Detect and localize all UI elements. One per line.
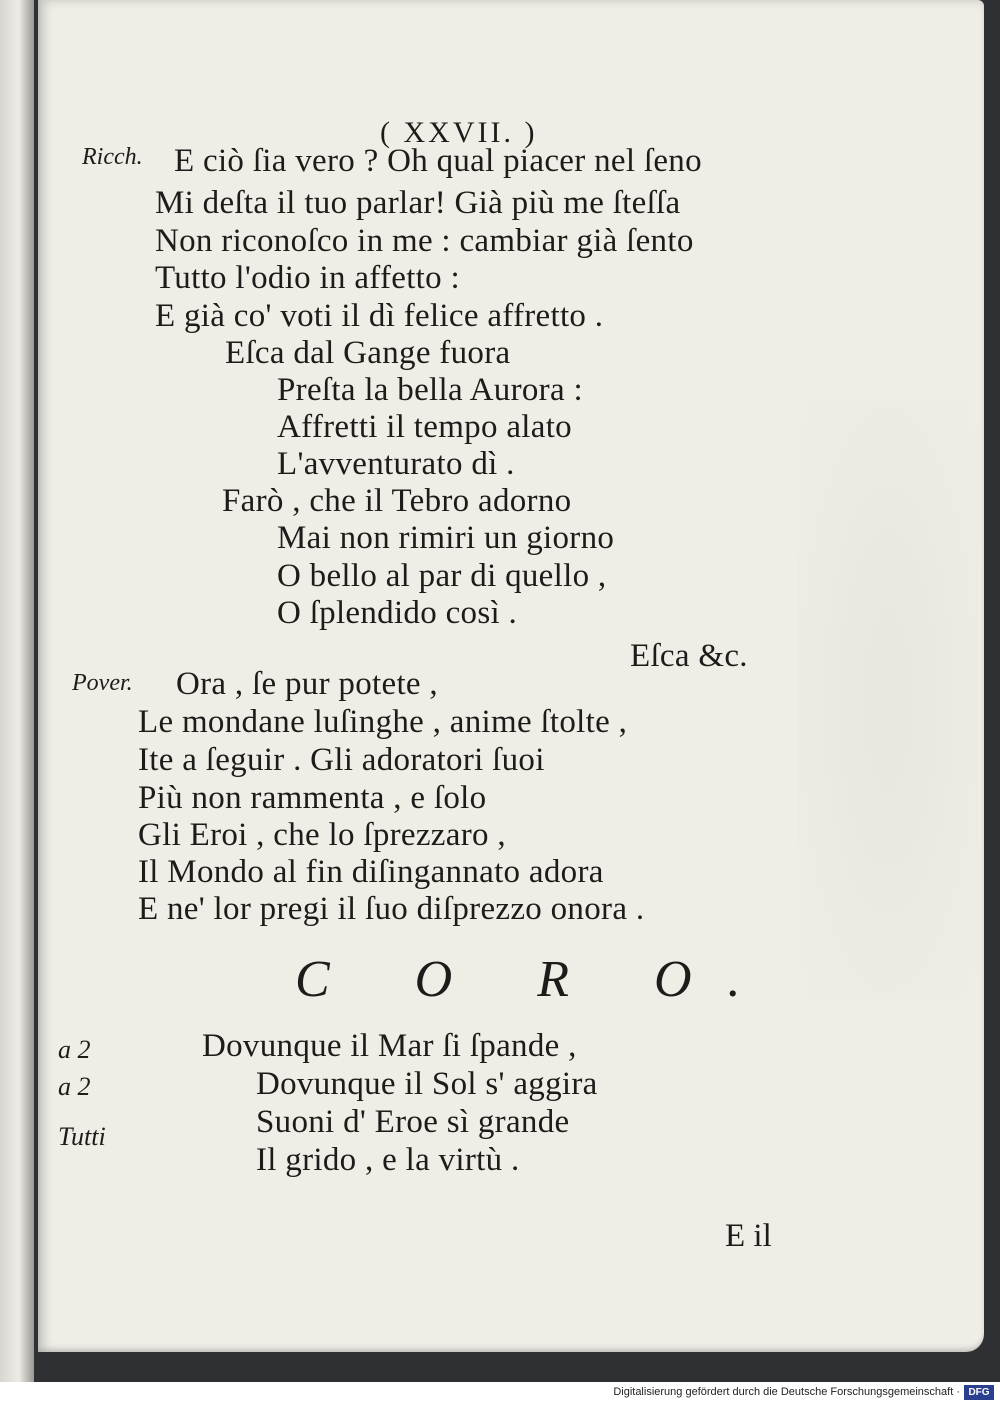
aria-line: Mai non rimiri un giorno bbox=[277, 520, 615, 556]
chorus-line: Il grido , e la virtù . bbox=[256, 1142, 520, 1178]
dfg-logo: DFG bbox=[964, 1385, 994, 1400]
verse-line: Gli Eroi , che lo ſprezzaro , bbox=[138, 817, 506, 853]
funding-credit: Digitalisierung gefördert durch die Deutsche Forschungsgemeinschaft · bbox=[613, 1386, 960, 1398]
chorus-line: Dovunque il Sol s' aggira bbox=[256, 1066, 598, 1102]
aria-line: Affretti il tempo alato bbox=[277, 409, 572, 445]
verse-line: Ora , ſe pur potete , bbox=[176, 666, 438, 702]
da-capo: Eſca &c. bbox=[630, 638, 748, 674]
verse-line: E ciò ſia vero ? Oh qual piacer nel ſeno bbox=[174, 143, 702, 179]
speaker-ricch: Ricch. bbox=[82, 144, 143, 170]
show-through bbox=[798, 400, 978, 1000]
voice-marker: Tutti bbox=[58, 1122, 106, 1151]
aria-line: L'avventurato dì . bbox=[277, 446, 515, 482]
verse-line: Il Mondo al fin diſingannato adora bbox=[138, 854, 604, 890]
voice-marker: a 2 bbox=[58, 1072, 91, 1101]
verse-line: Mi deſta il tuo parlar! Già più me ſteſſa bbox=[155, 185, 681, 221]
verse-line: E ne' lor pregi il ſuo diſprezzo onora . bbox=[138, 891, 645, 927]
verse-line: Le mondane luſinghe , anime ſtolte , bbox=[138, 704, 628, 740]
chorus-line: Suoni d' Eroe sì grande bbox=[256, 1104, 570, 1140]
verse-line: Ite a ſeguir . Gli adoratori ſuoi bbox=[138, 742, 545, 778]
voice-marker: a 2 bbox=[58, 1035, 91, 1064]
verse-line: E già co' voti il dì felice affretto . bbox=[155, 298, 604, 334]
aria-line: O ſplendido così . bbox=[277, 595, 518, 631]
verse-line: Non riconoſco in me : cambiar già ſento bbox=[155, 223, 694, 259]
aria-line: Eſca dal Gange fuora bbox=[225, 335, 511, 371]
chorus-line: Dovunque il Mar ſi ſpande , bbox=[202, 1028, 577, 1064]
speaker-pover: Pover. bbox=[72, 670, 133, 696]
chorus-heading: C O R O. bbox=[295, 951, 777, 1008]
aria-line: Preſta la bella Aurora : bbox=[277, 372, 583, 408]
verse-line: Più non rammenta , e ſolo bbox=[138, 780, 487, 816]
page-header: ( XXVII. ) bbox=[380, 116, 538, 149]
left-page-edge bbox=[0, 0, 34, 1382]
aria-line: O bello al par di quello , bbox=[277, 558, 607, 594]
verse-line: Tutto l'odio in affetto : bbox=[155, 260, 460, 296]
catchword: E il bbox=[725, 1218, 772, 1254]
aria-line: Farò , che il Tebro adorno bbox=[222, 483, 572, 519]
